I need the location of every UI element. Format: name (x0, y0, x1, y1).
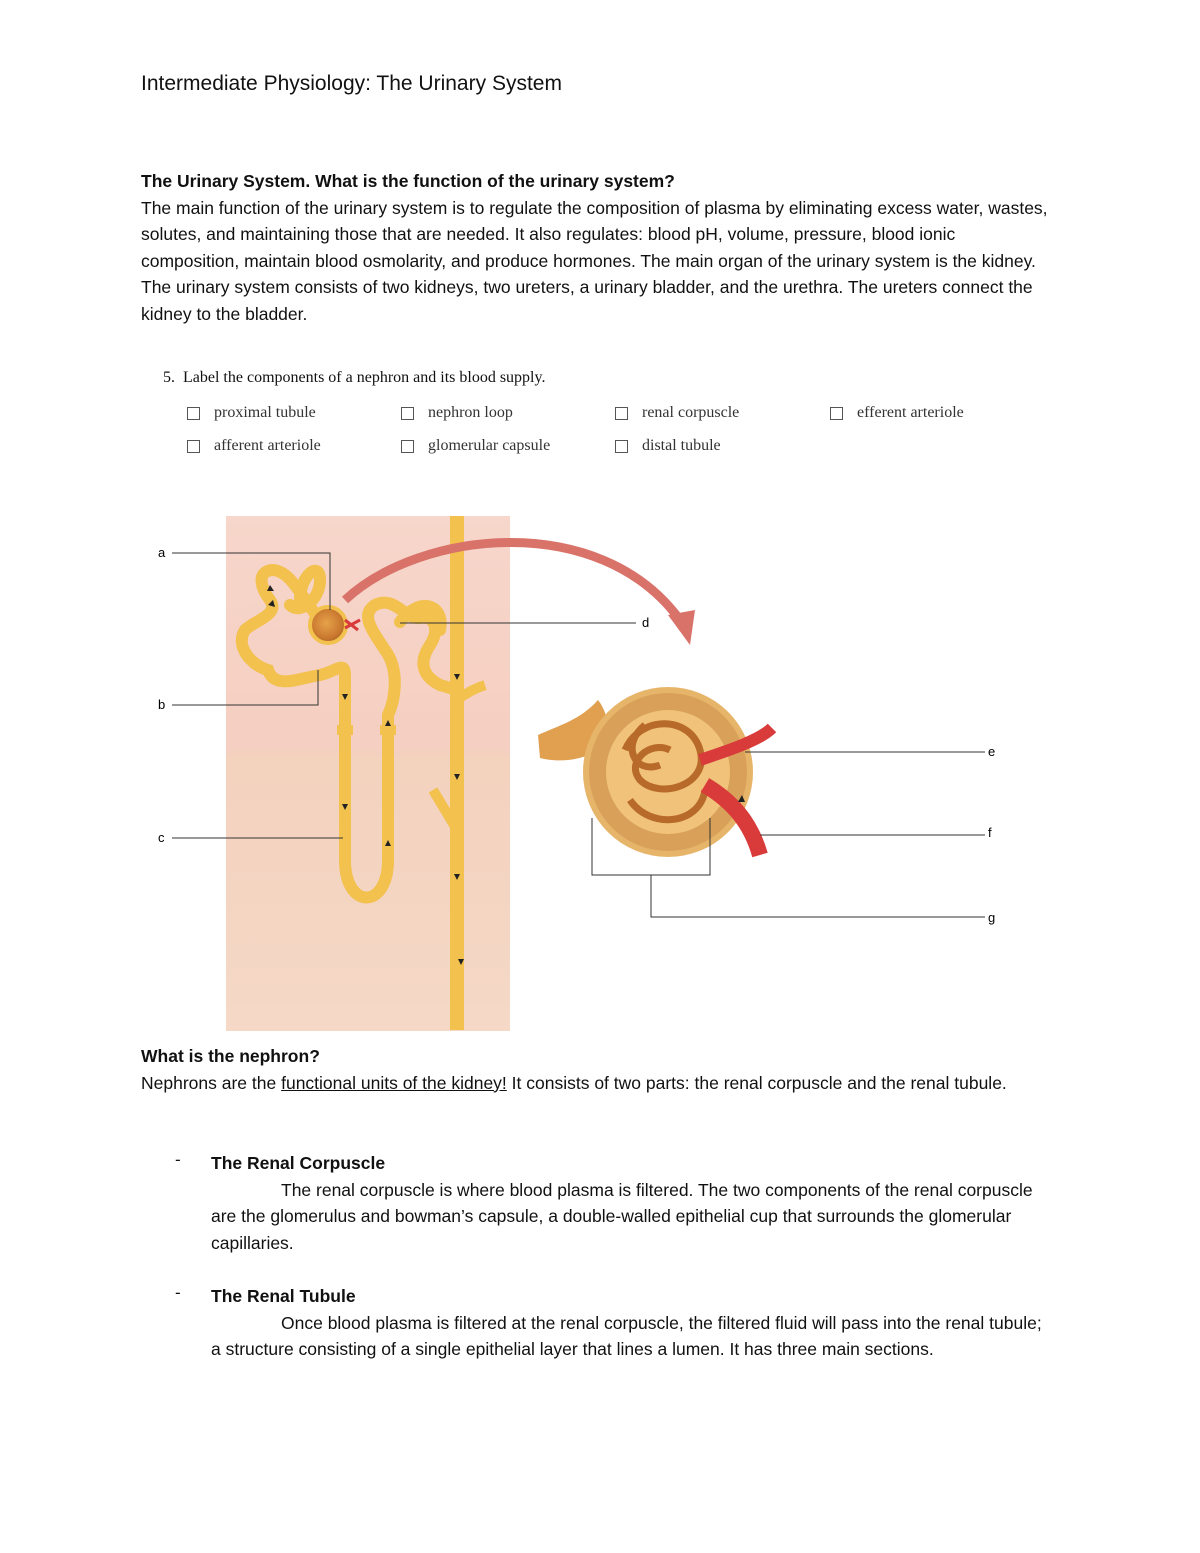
checkbox-icon[interactable] (830, 407, 843, 420)
page-title: Intermediate Physiology: The Urinary System (141, 72, 562, 95)
nephron-heading: What is the nephron? (141, 1046, 320, 1066)
label-c: c (158, 830, 165, 845)
corpuscle-heading: The Renal Corpuscle (211, 1153, 386, 1173)
glomerulus-small (310, 607, 346, 643)
checkbox-distal-tubule[interactable]: distal tubule (615, 437, 721, 455)
checkbox-afferent-arteriole[interactable]: afferent arteriole (187, 437, 321, 455)
checkbox-icon[interactable] (615, 407, 628, 420)
label-e: e (988, 744, 996, 759)
bullet-dash: - (175, 1150, 181, 1169)
renal-corpuscle-magnified (538, 690, 772, 855)
checkbox-icon[interactable] (401, 407, 414, 420)
label-b: b (158, 697, 166, 712)
checkbox-glomerular-capsule[interactable]: glomerular capsule (401, 437, 550, 455)
checkbox-nephron-loop[interactable]: nephron loop (401, 404, 513, 422)
urinary-heading: The Urinary System. What is the function of the urinary system? (141, 171, 675, 191)
checkbox-proximal-tubule[interactable]: proximal tubule (187, 404, 316, 422)
checkbox-efferent-arteriole[interactable]: efferent arteriole (830, 404, 964, 422)
nephron-section (141, 1043, 1056, 1096)
tubule-section (211, 1283, 1056, 1363)
question-text: Label the components of a nephron and its blood supply. (183, 369, 546, 386)
tubule-body: Once blood plasma is filtered at the renal corpuscle, the filtered fluid will pass into the renal tubule; a structure consisting of a single epithelial layer that lines a lumen. It has three main sections. (211, 1312, 1042, 1359)
urinary-body: The main function of the urinary system is to regulate the composition of plasma by eliminating excess water, wastes, solutes, and maintaining those that are needed. It also regulates: blood pH, volume, pressure, blood ionic composition, maintain blood osmolarity, and produce hormones. The main organ of the urinary system is the kidney. The urinary system consists of two kidneys, two ureters, a urinary bladder, and the urethra. The ureters connect the kidney to the bladder. (141, 197, 1048, 324)
question-5: 5. Label the components of a nephron and its blood supply. (163, 369, 546, 386)
label-f: f (988, 825, 992, 840)
corpuscle-section (211, 1150, 1056, 1256)
bullet-dash: - (175, 1283, 181, 1302)
label-d: d (642, 615, 650, 630)
nephron-diagram (0, 500, 1200, 1040)
checkbox-icon[interactable] (187, 440, 200, 453)
functional-units-link: functional units of the kidney! (281, 1072, 507, 1093)
checkbox-renal-corpuscle[interactable]: renal corpuscle (615, 404, 739, 422)
urinary-section (141, 168, 1056, 327)
label-a: a (158, 545, 166, 560)
tubule-heading: The Renal Tubule (211, 1286, 356, 1306)
checkbox-icon[interactable] (401, 440, 414, 453)
corpuscle-body: The renal corpuscle is where blood plasma is filtered. The two components of the renal corpuscle are the glomerulus and bowman’s capsule, a double-walled epithelial cup that surrounds the glomerular capillaries. (211, 1179, 1033, 1253)
label-g: g (988, 910, 996, 925)
checkbox-icon[interactable] (187, 407, 200, 420)
nephron-body: Nephrons are the functional units of the kidney! It consists of two parts: the renal corpuscle and the renal tubule. (141, 1072, 1007, 1093)
checkbox-icon[interactable] (615, 440, 628, 453)
